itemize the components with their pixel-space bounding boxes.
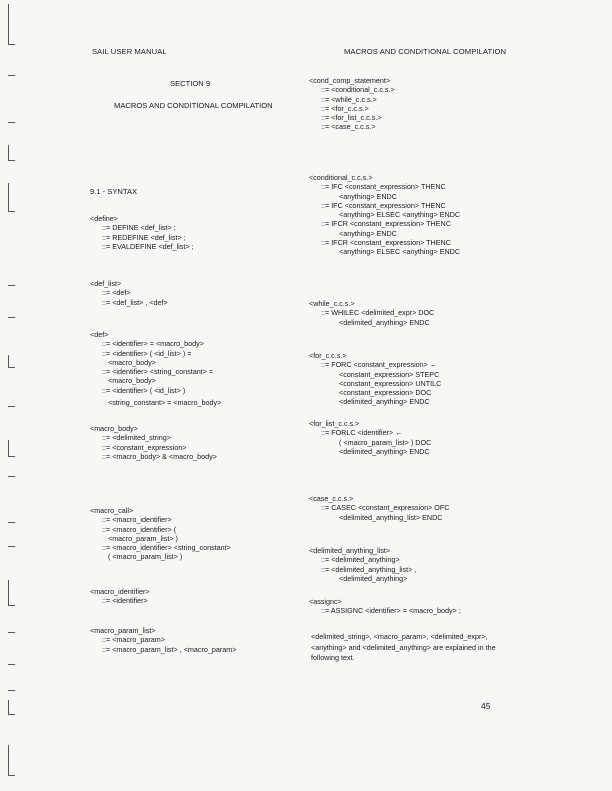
rule-continuation: <constant_expression> STEPC — [339, 369, 440, 379]
running-header-right: MACROS AND CONDITIONAL COMPILATION — [344, 47, 507, 56]
rule-name: <assignc> — [309, 597, 342, 606]
conditional-ccs-rule — [309, 173, 460, 257]
rule-name: <define> — [90, 214, 118, 223]
rule-name: <cond_comp_statement> — [309, 76, 391, 85]
rule-alt: ::= IFCR <constant_expression> THENC — [321, 238, 451, 248]
rule-alt: ::= <macro_identifier> <string_constant> — [102, 543, 231, 553]
rule-alt: ::= <case_c.c.s.> — [321, 122, 376, 132]
margin-mark — [8, 317, 15, 318]
def-rule — [90, 330, 221, 407]
margin-mark — [8, 183, 15, 212]
page-number: 45 — [481, 701, 491, 711]
margin-mark — [8, 700, 15, 715]
rule-continuation: <anything> ELSEC <anything> ENDC — [339, 247, 461, 257]
rule-alt: ::= WHILEC <delimited_expr> DOC — [321, 308, 435, 318]
margin-mark — [8, 75, 15, 76]
rule-name: <def> — [90, 330, 109, 339]
syntax-heading: 9.1 - SYNTAX — [90, 187, 138, 196]
margin-mark — [8, 285, 15, 286]
rule-continuation: <anything> ENDC — [339, 191, 397, 201]
rule-continuation: <constant_expression> UNTILC — [339, 378, 442, 388]
rule-continuation: <delimited_anything> ENDC — [339, 397, 430, 407]
rule-name: <while_c.c.s.> — [309, 299, 355, 308]
rule-alt: ::= DEFINE <def_list> ; — [102, 223, 176, 233]
rule-alt: ::= <def_list> , <def> — [102, 297, 168, 307]
def-list-rule — [90, 279, 168, 307]
rule-alt: ::= IFCR <constant_expression> THENC — [321, 219, 451, 229]
rule-continuation: <macro_param_list> ) — [108, 533, 178, 543]
rule-name: <macro_call> — [90, 506, 134, 515]
rule-alt: ::= <macro_param> — [102, 635, 165, 645]
rule-alt: ::= <conditional_c.c.s.> — [321, 85, 395, 95]
delimited-anything-list-rule — [309, 546, 416, 583]
rule-alt: ::= <identifier> = <macro_body> — [102, 339, 204, 349]
rule-alt: ::= REDEFINE <def_list> ; — [102, 232, 186, 242]
rule-continuation: <anything> ELSEC <anything> ENDC — [339, 210, 461, 220]
rule-alt: ::= EVALDEFINE <def_list> ; — [102, 241, 194, 251]
rule-continuation: ( <macro_param_list> ) — [108, 552, 183, 562]
macro-body-rule — [90, 424, 217, 461]
margin-mark — [8, 664, 15, 665]
rule-name: <macro_body> — [90, 424, 138, 433]
section-title: SECTION 9 — [170, 79, 211, 88]
macro-param-list-rule — [90, 626, 236, 654]
rule-alt: ::= <identifier> <string_constant> = — [102, 367, 214, 377]
rule-name: <conditional_c.c.s.> — [309, 173, 373, 182]
macro-call-rule — [90, 506, 231, 562]
rule-alt: ::= ASSIGNC <identifier> = <macro_body> ; — [321, 606, 461, 616]
rule-alt: ::= <delimited_string> — [102, 433, 171, 443]
margin-mark — [8, 476, 15, 477]
margin-mark — [8, 406, 15, 407]
for-list-ccs-rule — [309, 419, 431, 456]
rule-alt: ::= <identifier> ( <id_list> ) = — [102, 348, 192, 358]
rule-alt: ::= <macro_identifier> ( — [102, 524, 177, 534]
rule-continuation: <macro_body> — [108, 376, 156, 386]
rule-continuation: <anything> ENDC — [339, 228, 397, 238]
rule-continuation: <constant_expression> DOC — [339, 388, 432, 398]
rule-continuation: <delimited_anything> ENDC — [339, 446, 430, 456]
margin-mark — [8, 122, 15, 123]
cond-comp-statement-rule — [309, 76, 395, 132]
rule-name: <macro_param_list> — [90, 626, 156, 635]
rule-alt: ::= <for_c.c.s.> — [321, 103, 369, 113]
rule-alt: ::= <macro_identifier> — [102, 515, 172, 525]
rule-alt: ::= <def> — [102, 288, 131, 298]
margin-mark — [8, 145, 15, 161]
rule-continuation: <string_constant> = <macro_body> — [108, 398, 222, 408]
margin-mark — [8, 440, 15, 457]
margin-mark — [8, 546, 15, 547]
rule-name: <for_c.c.s.> — [309, 351, 347, 360]
rule-alt: ::= IFC <constant_expression> THENC — [321, 200, 446, 210]
assignc-rule — [309, 597, 461, 616]
for-ccs-rule — [309, 351, 441, 407]
rule-continuation: <delimited_anything> ENDC — [339, 317, 430, 327]
margin-mark — [8, 522, 15, 523]
margin-mark — [8, 355, 15, 368]
rule-alt: ::= <macro_body> & <macro_body> — [102, 451, 217, 461]
chapter-title: MACROS AND CONDITIONAL COMPILATION — [114, 101, 273, 110]
rule-alt: ::= <identifier> — [102, 596, 148, 606]
rule-name: <macro_identifier> — [90, 587, 150, 596]
rule-alt: ::= FORLC <identifier> ← — [321, 428, 403, 438]
rule-name: <case_c.c.s.> — [309, 494, 354, 503]
rule-alt: ::= IFC <constant_expression> THENC — [321, 182, 446, 192]
rule-continuation: <delimited_anything_list> ENDC — [339, 512, 443, 522]
rule-continuation: <macro_body> — [108, 357, 156, 367]
rule-alt: ::= <macro_param_list> , <macro_param> — [102, 644, 237, 654]
rule-name: <delimited_anything_list> — [309, 546, 391, 555]
rule-alt: ::= <constant_expression> — [102, 442, 187, 452]
running-header-left: SAIL USER MANUAL — [92, 47, 167, 56]
case-ccs-rule — [309, 494, 449, 522]
rule-name: <for_list_c.c.s.> — [309, 419, 360, 428]
margin-mark — [8, 745, 15, 776]
closing-paragraph: <delimited_string>, <macro_param>, <delimited_expr>, <anything> and <delimited_anything> are explained in the following text. — [311, 632, 496, 662]
margin-mark — [8, 580, 15, 606]
rule-alt: ::= FORC <constant_expression> ← — [321, 360, 438, 370]
rule-continuation: <delimited_anything> — [339, 573, 408, 583]
rule-alt: ::= <delimited_anything_list> , — [321, 564, 417, 574]
margin-mark — [8, 690, 15, 691]
rule-alt: ::= CASEC <constant_expression> OFC — [321, 503, 450, 513]
margin-mark — [8, 632, 15, 633]
macro-identifier-rule — [90, 587, 150, 606]
define-rule — [90, 214, 194, 251]
rule-alt: ::= <identifier> ( <id_list> ) — [102, 385, 186, 395]
margin-mark — [8, 4, 15, 45]
rule-name: <def_list> — [90, 279, 122, 288]
rule-continuation: ( <macro_param_list> ) DOC — [339, 437, 432, 447]
rule-alt: ::= <while_c.c.s.> — [321, 94, 377, 104]
rule-alt: ::= <delimited_anything> — [321, 555, 400, 565]
while-ccs-rule — [309, 299, 434, 327]
rule-alt: ::= <for_list_c.c.s.> — [321, 113, 382, 123]
